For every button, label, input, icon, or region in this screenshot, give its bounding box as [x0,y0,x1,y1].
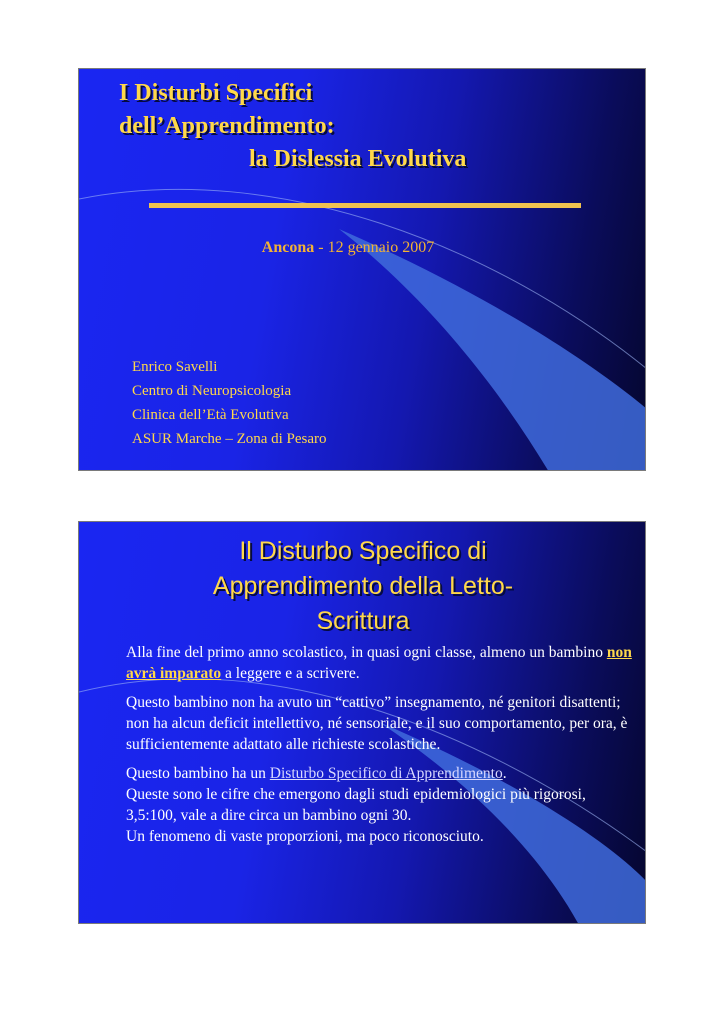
paragraph-1 [126,642,636,684]
event-city: Ancona [261,239,315,256]
slide-title-line-3: Scrittura [316,607,410,635]
paragraph-3-text-a: Questo bambino ha un [126,765,270,782]
title-line-3: la Dislessia Evolutiva [249,146,467,172]
slide-body [126,642,636,855]
presentation-title [119,77,599,176]
event-date [79,239,617,257]
paragraph-4: Queste sono le cifre che emergono dagli studi epidemiologici più rigorosi, 3,5:100, vale a dire circa un bambino ogni 30. [126,786,586,824]
paragraph-3 [126,763,636,784]
dsa-link[interactable]: Disturbo Specifico di Apprendimento [269,765,503,782]
highlight-text: non avrà imparato [126,644,632,682]
paragraph-1-text-a: Alla fine del primo anno scolastico, in quasi ogni classe, almeno un bambino [126,644,607,661]
paragraph-2: Questo bambino non ha avuto un “cattivo” insegnamento, né genitori disattenti; non ha alcun deficit intellettivo, né sensoriale, e il suo comportamento, per ora, è sufficientemente adattato alle richieste scolastiche. [126,694,628,753]
title-line-2: dell’Apprendimento: [119,113,335,139]
date-separator: - [314,239,328,256]
title-line-1: I Disturbi Specifici [119,80,313,106]
content-slide [78,521,646,924]
paragraph-5: Un fenomeno di vaste proporzioni, ma poco riconosciuto. [126,828,484,845]
slide-title-line-2: Apprendimento della Letto- [212,572,514,600]
affiliation-1: Centro di Neuropsicologia [132,383,292,399]
paragraph-1-text-b: a leggere e a scrivere. [221,665,360,682]
date-value: 12 gennaio 2007 [327,239,435,256]
affiliation-2: Clinica dell’Età Evolutiva [132,407,289,423]
author-block [132,355,532,451]
title-slide [78,68,646,471]
author-name: Enrico Savelli [132,359,218,375]
affiliation-3: ASUR Marche – Zona di Pesaro [132,431,327,447]
paragraph-3-text-b: . [502,765,507,782]
slide-title-line-1: Il Disturbo Specifico di [239,537,487,565]
slide-title [79,534,646,639]
title-divider [149,203,581,208]
